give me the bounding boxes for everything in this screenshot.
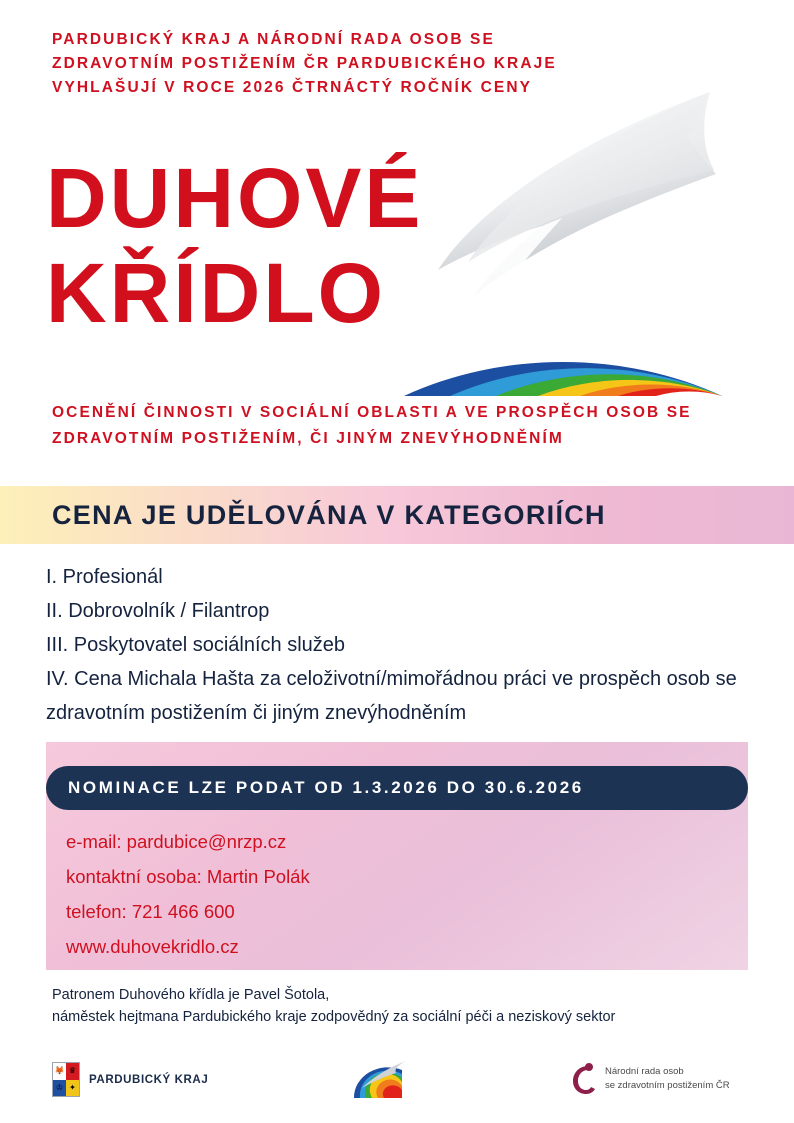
nrzp-logo-label [605, 1065, 730, 1093]
contact-phone: telefon: 721 466 600 [66, 901, 235, 922]
coat-of-arms-icon: 🦊 ♛ ♔ ✦ [52, 1062, 80, 1097]
page-title-line-1: DUHOVÉ [46, 151, 424, 245]
contact-website[interactable]: www.duhovekridlo.cz [66, 936, 239, 957]
contact-block [66, 824, 310, 964]
nrzp-logo [570, 1062, 730, 1096]
page-title [46, 151, 424, 340]
pardubicky-kraj-logo [52, 1062, 208, 1097]
list-item: II. Dobrovolník / Filantrop [46, 600, 270, 622]
contact-person: kontaktní osoba: Martin Polák [66, 866, 310, 887]
nomination-deadline-text: NOMINACE LZE PODAT OD 1.3.2026 DO 30.6.2026 [68, 778, 584, 797]
list-item: I. Profesionál [46, 566, 163, 588]
nomination-deadline-bar [46, 766, 748, 810]
patron-note [52, 984, 752, 1028]
rainbow-wing-graphic [404, 86, 722, 396]
page-title-line-2: KŘÍDLO [46, 245, 386, 340]
patron-note-line-1: Patronem Duhového křídla je Pavel Šotola, [52, 987, 330, 1003]
poster-headline: PARDUBICKÝ KRAJ A NÁRODNÍ RADA OSOB SE ZDRAVOTNÍM POSTIŽENÍM ČR PARDUBICKÉHO KRAJE VYHLAŠUJÍ V ROCE 2026 ČTRNÁCTÝ ROČNÍK CENY [52, 31, 557, 96]
categories-band-title: CENA JE UDĚLOVÁNA V KATEGORIÍCH [52, 500, 606, 530]
pardubicky-kraj-logo-label: PARDUBICKÝ KRAJ [89, 1073, 209, 1086]
footer-logos [0, 1056, 794, 1116]
nrzp-symbol-icon [570, 1062, 596, 1096]
categories-list [46, 560, 756, 730]
nrzp-logo-line-2: se zdravotním postižením ČR [605, 1080, 730, 1091]
duhove-kridlo-logo-icon [352, 1060, 408, 1100]
paper-wing-icon [404, 86, 722, 396]
contact-email: e-mail: pardubice@nrzp.cz [66, 831, 287, 852]
poster-subtitle: OCENĚNÍ ČINNOSTI V SOCIÁLNÍ OBLASTI A VE PROSPĚCH OSOB SE ZDRAVOTNÍM POSTIŽENÍM, ČI JINÝM ZNEVÝHODNĚNÍM [52, 404, 692, 447]
patron-note-line-2: náměstek hejtmana Pardubického kraje zodpovědný za sociální péči a neziskový sektor [52, 1009, 616, 1025]
nrzp-logo-line-1: Národní rada osob [605, 1066, 684, 1077]
list-item: IV. Cena Michala Hašta za celoživotní/mimořádnou práci ve prospěch osob se zdravotním postižením či jiným znevýhodněním [46, 668, 737, 724]
list-item: III. Poskytovatel sociálních služeb [46, 634, 346, 656]
